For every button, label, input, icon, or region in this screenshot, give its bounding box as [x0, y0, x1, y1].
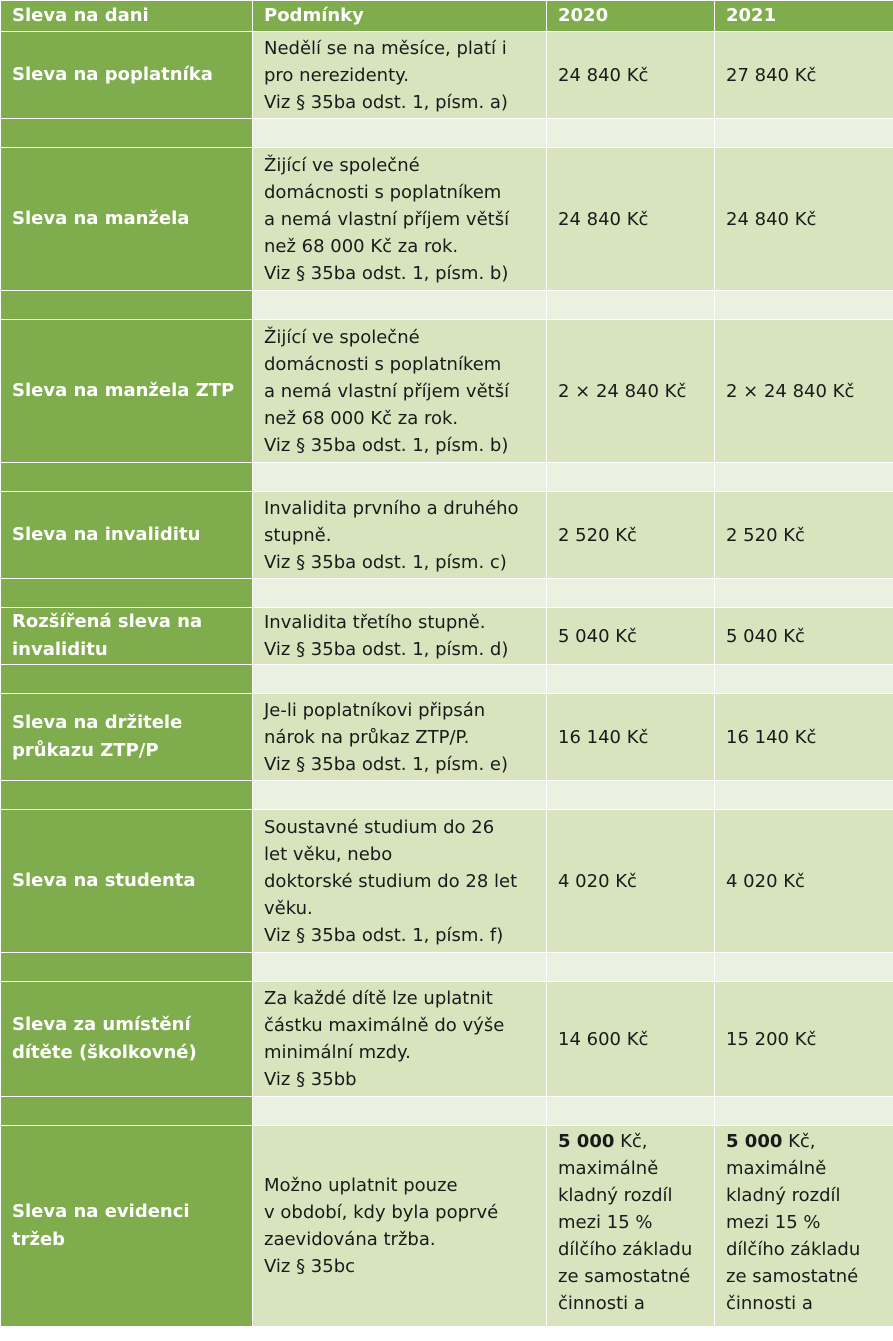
- table-spacer-row: [1, 119, 893, 148]
- value-2020: 5 040 Kč: [547, 608, 715, 665]
- table-row: [1, 694, 893, 781]
- value-2020: 4 020 Kč: [547, 810, 715, 953]
- table-row: [1, 608, 893, 665]
- value-2020: 2 520 Kč: [547, 492, 715, 579]
- table-spacer-row: [1, 665, 893, 694]
- value-2020-currency: Kč,: [614, 1131, 648, 1152]
- discount-name: Sleva na manžela ZTP: [1, 320, 253, 463]
- table-row: [1, 492, 893, 579]
- value-2021: [715, 1126, 893, 1327]
- discount-name: Sleva na poplatníka: [1, 32, 253, 119]
- value-2021: 5 040 Kč: [715, 608, 893, 665]
- value-2020: 14 600 Kč: [547, 982, 715, 1097]
- table-spacer-row: [1, 579, 893, 608]
- value-2021: 16 140 Kč: [715, 694, 893, 781]
- header-conditions: Podmínky: [253, 1, 547, 32]
- value-2020: 24 840 Kč: [547, 32, 715, 119]
- value-2021-bold-amount: 5 000: [726, 1131, 783, 1152]
- discount-condition: Nedělí se na měsíce, platí i pro nerezidenty. Viz § 35ba odst. 1, písm. a): [253, 32, 547, 119]
- discount-condition: Za každé dítě lze uplatnit částku maximálně do výše minimální mzdy. Viz § 35bb: [253, 982, 547, 1097]
- value-2021: 4 020 Kč: [715, 810, 893, 953]
- discount-name: Sleva na studenta: [1, 810, 253, 953]
- header-year-2021: 2021: [715, 1, 893, 32]
- table-spacer-row: [1, 1097, 893, 1126]
- discount-name: Rozšířená sleva na invaliditu: [1, 608, 253, 665]
- value-2021: 27 840 Kč: [715, 32, 893, 119]
- value-2020: 16 140 Kč: [547, 694, 715, 781]
- table-header-row: [1, 1, 893, 32]
- discount-name: Sleva na evidenci tržeb: [1, 1126, 253, 1327]
- discount-name: Sleva na invaliditu: [1, 492, 253, 579]
- value-2021: 15 200 Kč: [715, 982, 893, 1097]
- value-2021: 2 520 Kč: [715, 492, 893, 579]
- value-2020: [547, 1126, 715, 1327]
- value-2020-description: maximálně kladný rozdíl mezi 15 % dílčího základu ze samostatné činnosti a: [558, 1158, 693, 1314]
- value-2020: 2 × 24 840 Kč: [547, 320, 715, 463]
- discount-condition: Možno uplatnit pouze v období, kdy byla poprvé zaevidována tržba. Viz § 35bc: [253, 1126, 547, 1327]
- discount-condition: Je-li poplatníkovi připsán nárok na průkaz ZTP/P. Viz § 35ba odst. 1, písm. e): [253, 694, 547, 781]
- table-spacer-row: [1, 781, 893, 810]
- header-year-2020: 2020: [547, 1, 715, 32]
- discount-condition: Žijící ve společné domácnosti s poplatníkem a nemá vlastní příjem větší než 68 000 Kč za rok. Viz § 35ba odst. 1, písm. b): [253, 148, 547, 291]
- table-row: [1, 320, 893, 463]
- discount-name: Sleva na držitele průkazu ZTP/P: [1, 694, 253, 781]
- discount-name: Sleva za umístění dítěte (školkovné): [1, 982, 253, 1097]
- value-2021-description: maximálně kladný rozdíl mezi 15 % dílčího základu ze samostatné činnosti a: [726, 1158, 861, 1314]
- discount-condition: Invalidita prvního a druhého stupně. Viz § 35ba odst. 1, písm. c): [253, 492, 547, 579]
- table-spacer-row: [1, 463, 893, 492]
- table-row: [1, 1126, 893, 1327]
- discount-condition: Žijící ve společné domácnosti s poplatníkem a nemá vlastní příjem větší než 68 000 Kč za rok. Viz § 35ba odst. 1, písm. b): [253, 320, 547, 463]
- table-spacer-row: [1, 953, 893, 982]
- table-spacer-row: [1, 291, 893, 320]
- header-tax-discount: Sleva na dani: [1, 1, 253, 32]
- table-row: [1, 148, 893, 291]
- value-2021-currency: Kč,: [782, 1131, 816, 1152]
- value-2020: 24 840 Kč: [547, 148, 715, 291]
- table-row: [1, 32, 893, 119]
- value-2021: 2 × 24 840 Kč: [715, 320, 893, 463]
- discount-name: Sleva na manžela: [1, 148, 253, 291]
- table-row: [1, 982, 893, 1097]
- value-2020-bold-amount: 5 000: [558, 1131, 615, 1152]
- value-2021: 24 840 Kč: [715, 148, 893, 291]
- table-row: [1, 810, 893, 953]
- discount-condition: Soustavné studium do 26 let věku, nebo doktorské studium do 28 let věku. Viz § 35ba odst. 1, písm. f): [253, 810, 547, 953]
- discount-condition: Invalidita třetího stupně. Viz § 35ba odst. 1, písm. d): [253, 608, 547, 665]
